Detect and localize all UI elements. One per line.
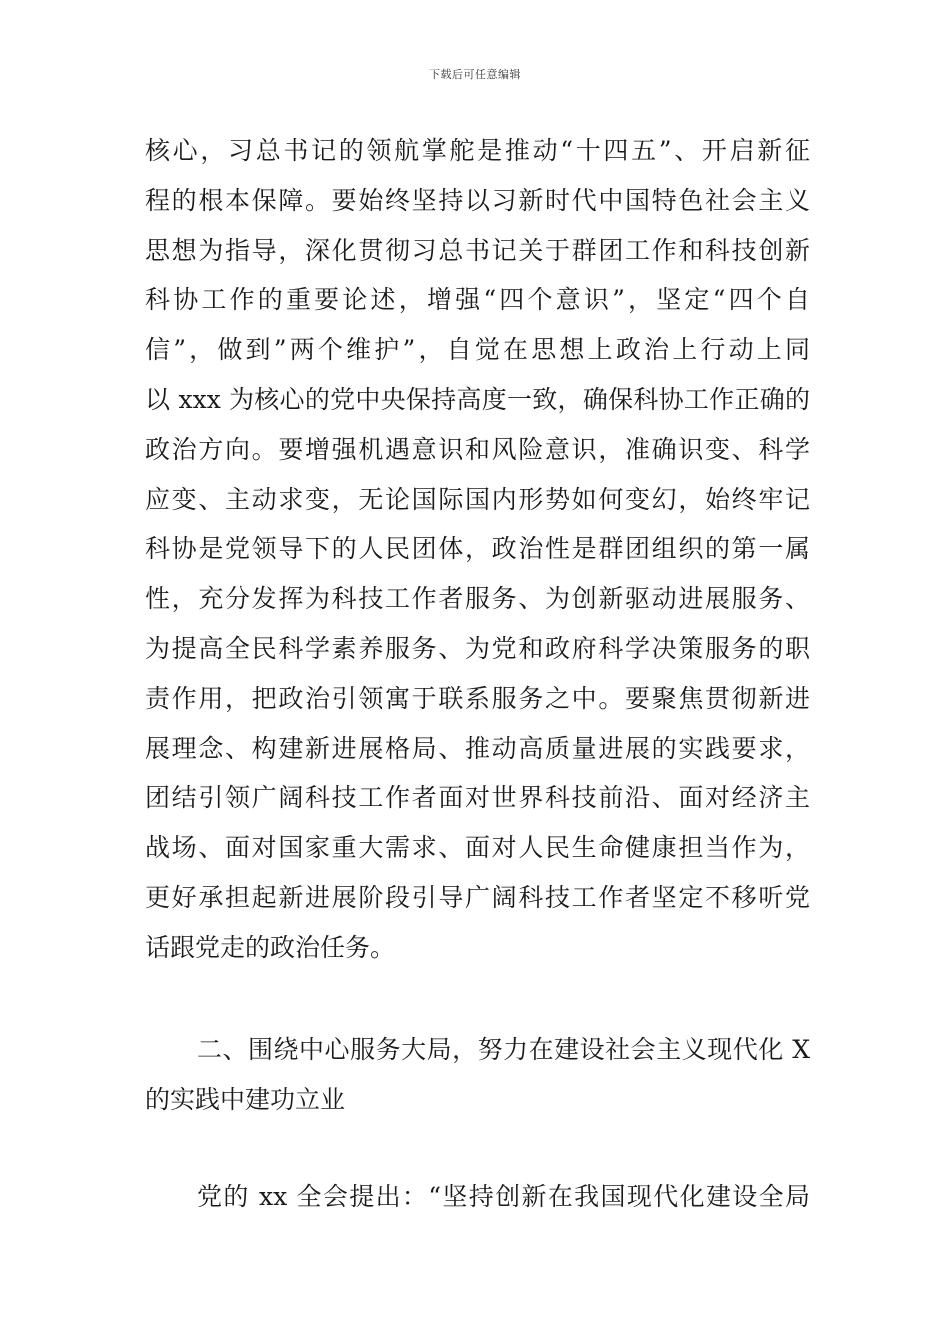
paragraph-line: 团结引领广阔科技工作者面对世界科技前沿、面对经济主 (145, 783, 810, 813)
paragraph-line: 应变、主动求变，无论国际国内形势如何变幻，始终牢记 (145, 484, 810, 514)
paragraph-line: 科协是党领导下的人民团体，政治性是群团组织的第一属 (145, 534, 810, 564)
paragraph-line: 更好承担起新进展阶段引导广阔科技工作者坚定不移听党 (145, 882, 810, 912)
paragraph-line: 为提高全民科学素养服务、为党和政府科学决策服务的职 (145, 633, 810, 663)
paragraph-line: 展理念、构建新进展格局、推动高质量进展的实践要求， (145, 733, 810, 763)
paragraph-line: 责作用，把政治引领寓于联系服务之中。要聚焦贯彻新进 (145, 683, 810, 713)
section-heading (145, 1025, 810, 1125)
paragraph-line: 战场、面对国家重大需求、面对人民生命健康担当作为， (145, 833, 810, 863)
heading-line: 二、围绕中心服务大局，努力在建设社会主义现代化 X (197, 1035, 810, 1064)
body-paragraph (145, 126, 810, 973)
paragraph-line: 党的 xx 全会提出：“坚持创新在我国现代化建设全局 (197, 1182, 810, 1211)
paragraph-line: 话跟党走的政治任务。 (145, 932, 396, 962)
paragraph-line: 以 xxx 为核心的党中央保持高度一致，确保科协工作正确的 (145, 384, 810, 414)
page-header: 下载后可任意编辑 (429, 68, 521, 81)
paragraph-line: 程的根本保障。要始终坚持以习新时代中国特色社会主义 (145, 185, 810, 215)
paragraph-line: 信”，做到”两个维护”，自觉在思想上政治上行动上同 (145, 335, 810, 365)
next-paragraph (145, 1172, 810, 1222)
paragraph-line: 核心，习总书记的领航掌舵是推动“十四五”、开启新征 (145, 136, 810, 165)
paragraph-line: 科协工作的重要论述，增强“四个意识”，坚定“四个自 (145, 285, 810, 315)
paragraph-line: 思想为指导，深化贯彻习总书记关于群团工作和科技创新 (145, 235, 810, 265)
heading-line: 的实践中建功立业 (145, 1084, 346, 1114)
paragraph-line: 性，充分发挥为科技工作者服务、为创新驱动进展服务、 (145, 584, 810, 614)
paragraph-line: 政治方向。要增强机遇意识和风险意识，准确识变、科学 (145, 434, 810, 464)
